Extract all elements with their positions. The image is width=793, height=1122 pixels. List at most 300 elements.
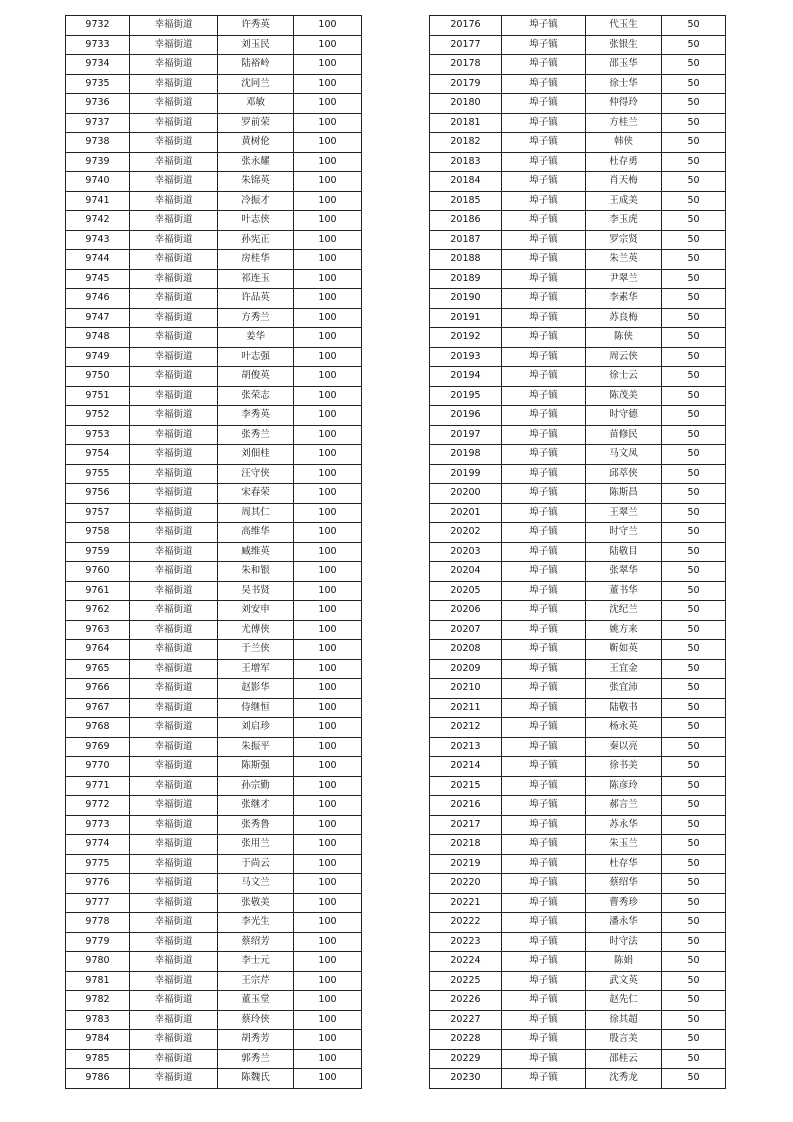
table-row: [430, 562, 726, 582]
table-row: [66, 718, 362, 738]
cell-district: 幸福街道: [130, 952, 218, 972]
cell-district: 埠子镇: [502, 659, 586, 679]
cell-name: 李士元: [218, 952, 294, 972]
cell-amount: 50: [662, 1049, 726, 1069]
cell-id: 20213: [430, 737, 502, 757]
cell-amount: 100: [294, 367, 362, 387]
cell-name: 邱萃侠: [586, 464, 662, 484]
cell-district: 幸福街道: [130, 1010, 218, 1030]
cell-amount: 50: [662, 542, 726, 562]
cell-name: 韩侠: [586, 133, 662, 153]
cell-district: 埠子镇: [502, 679, 586, 699]
cell-amount: 100: [294, 601, 362, 621]
cell-amount: 50: [662, 620, 726, 640]
table-row: [430, 874, 726, 894]
cell-name: 姚方来: [586, 620, 662, 640]
cell-amount: 50: [662, 1069, 726, 1089]
cell-district: 埠子镇: [502, 1069, 586, 1089]
cell-district: 埠子镇: [502, 874, 586, 894]
cell-district: 幸福街道: [130, 172, 218, 192]
cell-district: 埠子镇: [502, 776, 586, 796]
cell-id: 9751: [66, 386, 130, 406]
cell-id: 9735: [66, 74, 130, 94]
cell-id: 20228: [430, 1030, 502, 1050]
cell-id: 9771: [66, 776, 130, 796]
table-row: [430, 211, 726, 231]
cell-amount: 100: [294, 308, 362, 328]
table-row: [430, 991, 726, 1011]
cell-district: 埠子镇: [502, 893, 586, 913]
cell-id: 20223: [430, 932, 502, 952]
cell-name: 罗前荣: [218, 113, 294, 133]
cell-id: 9740: [66, 172, 130, 192]
cell-district: 埠子镇: [502, 250, 586, 270]
table-row: [430, 601, 726, 621]
cell-district: 幸福街道: [130, 94, 218, 114]
cell-name: 徐士华: [586, 74, 662, 94]
cell-name: 沈纪兰: [586, 601, 662, 621]
cell-id: 9785: [66, 1049, 130, 1069]
table-row: [66, 737, 362, 757]
cell-district: 幸福街道: [130, 386, 218, 406]
cell-id: 9777: [66, 893, 130, 913]
cell-district: 埠子镇: [502, 386, 586, 406]
cell-district: 埠子镇: [502, 562, 586, 582]
cell-amount: 50: [662, 640, 726, 660]
cell-district: 埠子镇: [502, 55, 586, 75]
cell-name: 黄树伦: [218, 133, 294, 153]
cell-district: 幸福街道: [130, 776, 218, 796]
cell-district: 埠子镇: [502, 94, 586, 114]
cell-name: 罗宗贤: [586, 230, 662, 250]
cell-id: 20186: [430, 211, 502, 231]
table-row: [430, 620, 726, 640]
cell-name: 郝言兰: [586, 796, 662, 816]
cell-name: 时守德: [586, 406, 662, 426]
cell-id: 9763: [66, 620, 130, 640]
cell-amount: 100: [294, 191, 362, 211]
cell-name: 房桂华: [218, 250, 294, 270]
cell-name: 张秀兰: [218, 425, 294, 445]
table-row: [430, 1069, 726, 1089]
table-row: [430, 425, 726, 445]
cell-district: 幸福街道: [130, 542, 218, 562]
cell-district: 埠子镇: [502, 230, 586, 250]
cell-amount: 100: [294, 854, 362, 874]
cell-name: 苗修民: [586, 425, 662, 445]
cell-amount: 50: [662, 737, 726, 757]
cell-id: 9742: [66, 211, 130, 231]
cell-name: 张秀鲁: [218, 815, 294, 835]
cell-district: 埠子镇: [502, 640, 586, 660]
cell-id: 20211: [430, 698, 502, 718]
cell-name: 尤傅侠: [218, 620, 294, 640]
cell-district: 埠子镇: [502, 445, 586, 465]
cell-district: 埠子镇: [502, 152, 586, 172]
cell-district: 幸福街道: [130, 16, 218, 36]
cell-district: 埠子镇: [502, 796, 586, 816]
cell-district: 幸福街道: [130, 367, 218, 387]
cell-district: 埠子镇: [502, 971, 586, 991]
cell-district: 幸福街道: [130, 1030, 218, 1050]
cell-district: 埠子镇: [502, 581, 586, 601]
table-row: [66, 932, 362, 952]
cell-name: 陈娟: [586, 952, 662, 972]
cell-amount: 50: [662, 230, 726, 250]
cell-id: 20189: [430, 269, 502, 289]
cell-id: 9743: [66, 230, 130, 250]
cell-name: 董玉堂: [218, 991, 294, 1011]
table-row: [66, 601, 362, 621]
cell-district: 幸福街道: [130, 659, 218, 679]
cell-district: 埠子镇: [502, 425, 586, 445]
table-row: [430, 191, 726, 211]
cell-name: 刘佃桂: [218, 445, 294, 465]
cell-id: 9762: [66, 601, 130, 621]
cell-name: 邵桂云: [586, 1049, 662, 1069]
cell-district: 幸福街道: [130, 55, 218, 75]
cell-name: 董书华: [586, 581, 662, 601]
cell-name: 周其仁: [218, 503, 294, 523]
cell-amount: 50: [662, 581, 726, 601]
cell-district: 幸福街道: [130, 269, 218, 289]
cell-name: 苏永华: [586, 815, 662, 835]
cell-id: 20214: [430, 757, 502, 777]
cell-amount: 100: [294, 932, 362, 952]
table-row: [430, 484, 726, 504]
cell-name: 周云侠: [586, 347, 662, 367]
table-row: [430, 328, 726, 348]
cell-id: 20181: [430, 113, 502, 133]
table-row: [430, 932, 726, 952]
cell-district: 埠子镇: [502, 620, 586, 640]
cell-district: 幸福街道: [130, 230, 218, 250]
cell-id: 9776: [66, 874, 130, 894]
cell-amount: 50: [662, 328, 726, 348]
cell-id: 20222: [430, 913, 502, 933]
table-row: [66, 113, 362, 133]
cell-name: 孙宗勤: [218, 776, 294, 796]
cell-name: 刘玉民: [218, 35, 294, 55]
table-row: [430, 757, 726, 777]
cell-id: 9780: [66, 952, 130, 972]
cell-id: 9732: [66, 16, 130, 36]
cell-id: 9759: [66, 542, 130, 562]
table-row: [66, 854, 362, 874]
cell-district: 幸福街道: [130, 932, 218, 952]
cell-amount: 50: [662, 35, 726, 55]
table-row: [430, 250, 726, 270]
cell-name: 许秀英: [218, 16, 294, 36]
table-row: [430, 542, 726, 562]
cell-id: 9768: [66, 718, 130, 738]
cell-amount: 100: [294, 893, 362, 913]
cell-district: 埠子镇: [502, 698, 586, 718]
table-row: [66, 269, 362, 289]
cell-id: 20212: [430, 718, 502, 738]
cell-amount: 50: [662, 464, 726, 484]
table-row: [430, 347, 726, 367]
cell-district: 埠子镇: [502, 932, 586, 952]
cell-name: 秦以亮: [586, 737, 662, 757]
cell-district: 埠子镇: [502, 347, 586, 367]
cell-id: 9737: [66, 113, 130, 133]
cell-name: 朱玉兰: [586, 835, 662, 855]
cell-id: 20185: [430, 191, 502, 211]
cell-amount: 50: [662, 152, 726, 172]
cell-district: 幸福街道: [130, 289, 218, 309]
cell-district: 埠子镇: [502, 718, 586, 738]
cell-id: 9755: [66, 464, 130, 484]
table-row: [66, 757, 362, 777]
cell-name: 徐其超: [586, 1010, 662, 1030]
cell-district: 幸福街道: [130, 484, 218, 504]
cell-name: 宋春荣: [218, 484, 294, 504]
cell-name: 陆敬目: [586, 542, 662, 562]
cell-amount: 50: [662, 971, 726, 991]
table-row: [66, 191, 362, 211]
cell-district: 幸福街道: [130, 737, 218, 757]
table-row: [66, 796, 362, 816]
cell-district: 埠子镇: [502, 74, 586, 94]
cell-name: 张敬美: [218, 893, 294, 913]
cell-district: 幸福街道: [130, 601, 218, 621]
cell-id: 9753: [66, 425, 130, 445]
table-row: [430, 913, 726, 933]
cell-name: 臧维英: [218, 542, 294, 562]
table-row: [66, 991, 362, 1011]
cell-id: 20216: [430, 796, 502, 816]
cell-id: 20206: [430, 601, 502, 621]
cell-name: 李玉虎: [586, 211, 662, 231]
cell-name: 朱和银: [218, 562, 294, 582]
cell-id: 9760: [66, 562, 130, 582]
cell-amount: 100: [294, 874, 362, 894]
cell-district: 幸福街道: [130, 620, 218, 640]
table-row: [430, 698, 726, 718]
cell-amount: 100: [294, 913, 362, 933]
cell-amount: 50: [662, 367, 726, 387]
table-row: [430, 113, 726, 133]
cell-district: 幸福街道: [130, 640, 218, 660]
table-row: [430, 776, 726, 796]
cell-amount: 50: [662, 932, 726, 952]
table-row: [66, 835, 362, 855]
cell-name: 时守兰: [586, 523, 662, 543]
cell-id: 20200: [430, 484, 502, 504]
cell-id: 20202: [430, 523, 502, 543]
cell-name: 沈同兰: [218, 74, 294, 94]
cell-name: 蔡绍芳: [218, 932, 294, 952]
cell-amount: 100: [294, 1010, 362, 1030]
cell-amount: 50: [662, 523, 726, 543]
table-row: [66, 484, 362, 504]
cell-id: 20224: [430, 952, 502, 972]
table-row: [66, 74, 362, 94]
cell-name: 蔡玲侠: [218, 1010, 294, 1030]
cell-name: 陆裕岭: [218, 55, 294, 75]
cell-id: 20201: [430, 503, 502, 523]
cell-amount: 100: [294, 523, 362, 543]
cell-name: 方秀兰: [218, 308, 294, 328]
cell-id: 20187: [430, 230, 502, 250]
cell-id: 20198: [430, 445, 502, 465]
cell-district: 幸福街道: [130, 835, 218, 855]
cell-name: 张银生: [586, 35, 662, 55]
cell-name: 仲得玲: [586, 94, 662, 114]
cell-district: 埠子镇: [502, 523, 586, 543]
cell-id: 20203: [430, 542, 502, 562]
cell-amount: 100: [294, 230, 362, 250]
cell-id: 20225: [430, 971, 502, 991]
cell-name: 陈彦玲: [586, 776, 662, 796]
cell-id: 20183: [430, 152, 502, 172]
cell-amount: 100: [294, 679, 362, 699]
table-row: [66, 386, 362, 406]
table-row: [66, 16, 362, 36]
cell-id: 9764: [66, 640, 130, 660]
cell-name: 高维华: [218, 523, 294, 543]
cell-amount: 100: [294, 250, 362, 270]
cell-name: 朱锦英: [218, 172, 294, 192]
cell-name: 张荣志: [218, 386, 294, 406]
table-row: [430, 952, 726, 972]
table-row: [66, 620, 362, 640]
cell-name: 叶志侠: [218, 211, 294, 231]
cell-id: 20178: [430, 55, 502, 75]
cell-id: 9756: [66, 484, 130, 504]
cell-name: 赵影华: [218, 679, 294, 699]
cell-name: 代玉生: [586, 16, 662, 36]
table-row: [66, 347, 362, 367]
cell-amount: 100: [294, 581, 362, 601]
table-row: [430, 503, 726, 523]
cell-district: 埠子镇: [502, 503, 586, 523]
table-row: [66, 464, 362, 484]
cell-district: 幸福街道: [130, 854, 218, 874]
cell-name: 陈魏氏: [218, 1069, 294, 1089]
cell-district: 埠子镇: [502, 406, 586, 426]
cell-district: 幸福街道: [130, 464, 218, 484]
table-row: [430, 289, 726, 309]
cell-id: 20177: [430, 35, 502, 55]
cell-name: 邓敏: [218, 94, 294, 114]
cell-district: 埠子镇: [502, 601, 586, 621]
cell-district: 埠子镇: [502, 1010, 586, 1030]
cell-district: 幸福街道: [130, 445, 218, 465]
cell-amount: 50: [662, 406, 726, 426]
cell-amount: 100: [294, 835, 362, 855]
cell-amount: 50: [662, 698, 726, 718]
cell-name: 王成美: [586, 191, 662, 211]
cell-id: 20196: [430, 406, 502, 426]
cell-name: 侍继恒: [218, 698, 294, 718]
cell-name: 胡俊英: [218, 367, 294, 387]
cell-name: 沈秀龙: [586, 1069, 662, 1089]
cell-id: 9765: [66, 659, 130, 679]
cell-district: 幸福街道: [130, 1069, 218, 1089]
cell-amount: 50: [662, 269, 726, 289]
cell-name: 时守法: [586, 932, 662, 952]
table-row: [430, 737, 726, 757]
cell-id: 9778: [66, 913, 130, 933]
cell-amount: 100: [294, 1069, 362, 1089]
cell-id: 20217: [430, 815, 502, 835]
table-row: [430, 1030, 726, 1050]
cell-id: 9783: [66, 1010, 130, 1030]
cell-name: 郭秀兰: [218, 1049, 294, 1069]
cell-id: 9786: [66, 1069, 130, 1089]
cell-amount: 100: [294, 971, 362, 991]
cell-district: 幸福街道: [130, 815, 218, 835]
cell-district: 埠子镇: [502, 952, 586, 972]
table-row: [430, 308, 726, 328]
cell-amount: 50: [662, 776, 726, 796]
cell-id: 20215: [430, 776, 502, 796]
cell-id: 20221: [430, 893, 502, 913]
cell-name: 邵玉华: [586, 55, 662, 75]
cell-id: 9769: [66, 737, 130, 757]
cell-id: 20210: [430, 679, 502, 699]
right-table-body: [430, 16, 726, 1089]
cell-name: 赵先仁: [586, 991, 662, 1011]
table-row: [66, 874, 362, 894]
cell-id: 9738: [66, 133, 130, 153]
table-row: [430, 640, 726, 660]
cell-id: 20208: [430, 640, 502, 660]
cell-amount: 100: [294, 815, 362, 835]
cell-id: 9775: [66, 854, 130, 874]
cell-name: 刘安申: [218, 601, 294, 621]
cell-district: 埠子镇: [502, 1030, 586, 1050]
cell-name: 陈斯强: [218, 757, 294, 777]
cell-amount: 100: [294, 542, 362, 562]
cell-district: 埠子镇: [502, 991, 586, 1011]
cell-id: 9752: [66, 406, 130, 426]
cell-id: 20229: [430, 1049, 502, 1069]
cell-id: 9757: [66, 503, 130, 523]
cell-name: 肖天梅: [586, 172, 662, 192]
cell-name: 张宜沛: [586, 679, 662, 699]
cell-district: 幸福街道: [130, 35, 218, 55]
table-row: [66, 406, 362, 426]
cell-id: 20192: [430, 328, 502, 348]
cell-name: 张翠华: [586, 562, 662, 582]
cell-id: 9749: [66, 347, 130, 367]
cell-name: 潘永华: [586, 913, 662, 933]
cell-district: 埠子镇: [502, 191, 586, 211]
cell-name: 王翠兰: [586, 503, 662, 523]
cell-amount: 50: [662, 991, 726, 1011]
cell-amount: 50: [662, 952, 726, 972]
cell-id: 20204: [430, 562, 502, 582]
cell-name: 叶志强: [218, 347, 294, 367]
cell-name: 杜存华: [586, 854, 662, 874]
table-row: [66, 815, 362, 835]
cell-name: 方桂兰: [586, 113, 662, 133]
cell-amount: 50: [662, 796, 726, 816]
cell-amount: 100: [294, 445, 362, 465]
cell-amount: 100: [294, 406, 362, 426]
cell-name: 李光生: [218, 913, 294, 933]
table-row: [430, 971, 726, 991]
cell-name: 马文兰: [218, 874, 294, 894]
table-row: [430, 152, 726, 172]
cell-district: 幸福街道: [130, 718, 218, 738]
cell-name: 陆敬书: [586, 698, 662, 718]
cell-id: 9784: [66, 1030, 130, 1050]
cell-id: 9761: [66, 581, 130, 601]
